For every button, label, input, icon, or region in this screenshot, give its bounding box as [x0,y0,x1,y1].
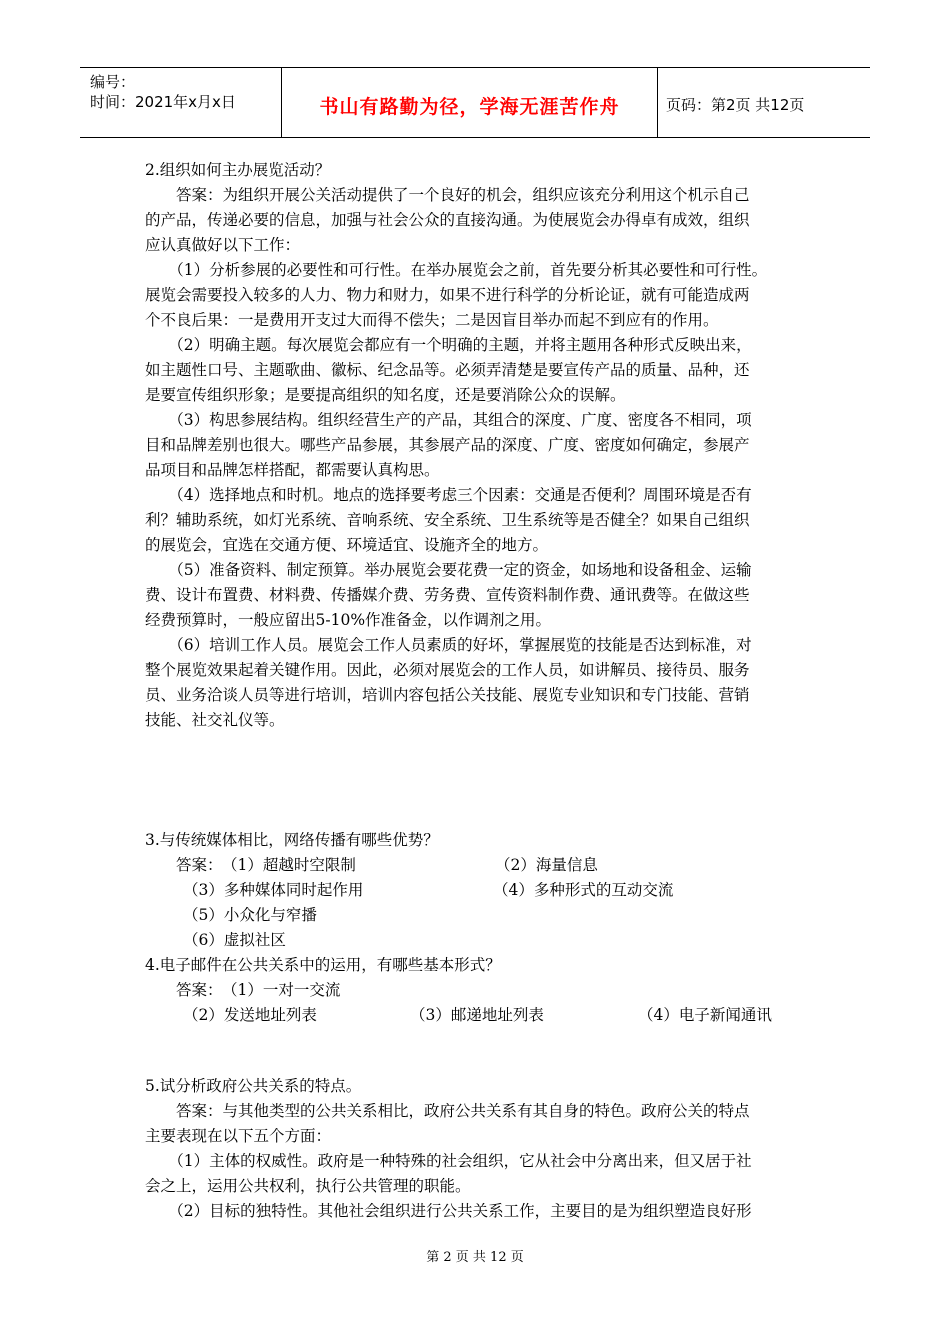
page-footer: 第 2 页 共 12 页 [426,1250,524,1265]
document-number-label: 编号： [90,73,136,91]
text-line: 个不良后果：一是费用开支过大而得不偿失；二是因盲目举办而起不到应有的作用。 [145,311,719,329]
text-line: 的展览会，宜选在交通方便、环境适宜、设施齐全的地方。 [145,536,549,554]
text-line: 费、设计布置费、材料费、传播媒介费、劳务费、宣传资料制作费、通讯费等。在做这些 [145,586,750,604]
question-3-section [145,828,813,953]
page-header [80,67,870,138]
question-4-section [145,953,813,1028]
answer-row [145,928,813,953]
text-line: 主要表现在以下五个方面： [145,1127,332,1145]
answer-item: （1）超越时空限制 [222,856,356,874]
text-line: 答案：为组织开展公关活动提供了一个良好的机会，组织应该充分利用这个机示自己 [145,186,750,204]
answer-item: （1）一对一交流 [222,981,341,999]
answer-item: （3）邮递地址列表 [410,1006,544,1024]
answer-item: （2）海量信息 [495,856,598,874]
text-line: 展览会需要投入较多的人力、物力和财力，如果不进行科学的分析论证，就有可能造成两 [145,286,750,304]
text-line: （3）构思参展结构。组织经营生产的产品，其组合的深度、广度、密度各不相同，项 [145,411,752,429]
answer-item: （6）虚拟社区 [183,931,286,949]
text-line: （4）选择地点和时机。地点的选择要考虑三个因素：交通是否便利？周围环境是否有 [145,486,752,504]
text-line: 的产品，传递必要的信息，加强与社会公众的直接沟通。为使展览会办得卓有成效，组织 [145,211,750,229]
answer-item: （3）多种媒体同时起作用 [183,881,364,899]
answer-item: （2）发送地址列表 [183,1006,317,1024]
question-4-title: 4.电子邮件在公共关系中的运用，有哪些基本形式？ [145,956,501,974]
text-line: 员、业务洽谈人员等进行培训，培训内容包括公关技能、展览专业知识和专门技能、营销 [145,686,750,704]
text-line: 利？辅助系统，如灯光系统、音响系统、安全系统、卫生系统等是否健全？如果自己组织 [145,511,750,529]
answer-row [145,903,813,928]
text-line: 目和品牌差别也很大。哪些产品参展，其参展产品的深度、广度、密度如何确定，参展产 [145,436,750,454]
answer-prefix: 答案： [145,981,223,999]
text-line: 应认真做好以下工作： [145,236,301,254]
header-motto-cell [282,68,658,137]
question-3-title: 3.与传统媒体相比，网络传播有哪些优势？ [145,831,439,849]
header-meta-cell [80,68,282,137]
text-line: （2）目标的独特性。其他社会组织进行公共关系工作，主要目的是为组织塑造良好形 [145,1202,752,1220]
text-line: （2）明确主题。每次展览会都应有一个明确的主题，并将主题用各种形式反映出来， [145,336,752,354]
answer-row [145,1003,813,1028]
text-line: 经费预算时，一般应留出5-10%作准备金，以作调剂之用。 [145,611,552,629]
header-page-number: 页码：第2页 共12页 [666,96,805,114]
document-date-label: 时间：2021年x月x日 [90,93,236,111]
question-5-title: 5.试分析政府公共关系的特点。 [145,1077,362,1095]
document-body [145,158,813,1224]
text-line: 答案：与其他类型的公共关系相比，政府公共关系有其自身的特色。政府公关的特点 [145,1102,750,1120]
text-line: 品项目和品牌怎样搭配，都需要认真构思。 [145,461,440,479]
text-line: （6）培训工作人员。展览会工作人员素质的好坏，掌握展览的技能是否达到标准，对 [145,636,752,654]
answer-item: （5）小众化与窄播 [183,906,317,924]
answer-row [145,978,813,1003]
question-2-title: 2.组织如何主办展览活动？ [145,161,331,179]
text-line: 如主题性口号、主题歌曲、徽标、纪念品等。必须弄清楚是要宣传产品的质量、品种，还 [145,361,750,379]
text-line: （1）主体的权威性。政府是一种特殊的社会组织，它从社会中分离出来，但又居于社 [145,1152,752,1170]
question-2-section [145,158,813,733]
header-motto: 书山有路勤为径，学海无涯苦作舟 [319,96,620,118]
text-line: （5）准备资料、制定预算。举办展览会要花费一定的资金，如场地和设备租金、运输 [145,561,752,579]
text-line: 是要宣传组织形象；是要提高组织的知名度，还是要消除公众的误解。 [145,386,626,404]
question-5-section [145,1074,813,1224]
answer-row [145,853,813,878]
text-line: （1）分析参展的必要性和可行性。在举办展览会之前，首先要分析其必要性和可行性。 [145,261,768,279]
answer-item: （4）多种形式的互动交流 [493,881,674,899]
answer-prefix: 答案： [145,856,223,874]
answer-item: （4）电子新闻通讯 [638,1006,772,1024]
header-page-cell [658,68,870,137]
text-line: 整个展览效果起着关键作用。因此，必须对展览会的工作人员，如讲解员、接待员、服务 [145,661,750,679]
answer-row [145,878,813,903]
text-line: 会之上，运用公共权利，执行公共管理的职能。 [145,1177,471,1195]
text-line: 技能、社交礼仪等。 [145,711,285,729]
